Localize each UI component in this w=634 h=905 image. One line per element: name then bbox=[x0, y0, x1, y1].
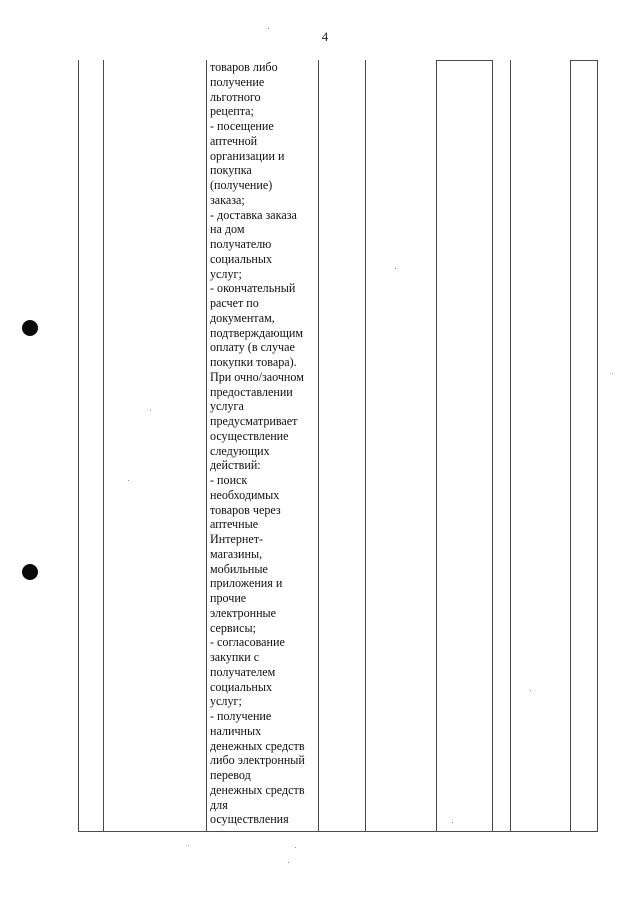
cell-text-line: услуга bbox=[210, 399, 244, 414]
cell-text-line: перевод bbox=[210, 768, 251, 782]
column-divider bbox=[436, 60, 437, 831]
cell-text-line: услуг; bbox=[210, 694, 242, 709]
cell-text-line: заказа; bbox=[210, 192, 245, 207]
cell-text-line: рецепта; bbox=[210, 104, 254, 119]
cell-top-border bbox=[436, 60, 493, 61]
cell-text-line: покупка bbox=[210, 163, 252, 178]
cell-text-line: услуг; bbox=[210, 266, 242, 281]
cell-text-line: для bbox=[210, 797, 228, 812]
cell-text-line: предусматривает bbox=[210, 414, 298, 428]
cell-text-line: денежных средств bbox=[210, 738, 305, 753]
cell-top-border bbox=[570, 60, 598, 61]
cell-text-line: получателем bbox=[210, 664, 276, 679]
cell-text-line: товаров либо bbox=[210, 60, 278, 74]
cell-text-line: организации и bbox=[210, 148, 285, 163]
scan-speck bbox=[295, 847, 296, 848]
cell-text-line: предоставлении bbox=[210, 384, 293, 399]
scan-speck bbox=[268, 28, 269, 29]
cell-text-line: - доставка заказа bbox=[210, 207, 297, 222]
cell-text-line: действий: bbox=[210, 458, 261, 473]
cell-text-line: социальных bbox=[210, 251, 273, 266]
cell-text-line: Интернет- bbox=[210, 532, 264, 546]
punch-hole bbox=[22, 320, 38, 336]
page-number: 4 bbox=[321, 29, 329, 44]
scan-speck bbox=[128, 480, 129, 481]
scan-speck bbox=[612, 373, 613, 374]
cell-text-line: сервисы; bbox=[210, 620, 256, 635]
cell-text-line: документам, bbox=[210, 310, 275, 325]
cell-text-line: товаров через bbox=[210, 502, 281, 517]
cell-text-line: мобильные bbox=[210, 561, 268, 576]
service-description-cell bbox=[210, 60, 320, 827]
column-divider bbox=[103, 60, 104, 831]
cell-text-line: наличных bbox=[210, 723, 262, 738]
cell-text-line: на дом bbox=[210, 222, 245, 237]
cell-text-line: электронные bbox=[210, 605, 277, 620]
cell-text-line: При очно/заочном bbox=[210, 369, 304, 384]
cell-text-line: оплату (в случае bbox=[210, 340, 295, 355]
table-border-left bbox=[78, 60, 79, 831]
cell-text-line: аптечной bbox=[210, 133, 258, 148]
scan-speck bbox=[530, 690, 531, 691]
cell-text-line: необходимых bbox=[210, 487, 280, 502]
cell-text-line: прочие bbox=[210, 591, 247, 605]
scan-speck bbox=[288, 862, 289, 863]
table-border-right bbox=[597, 60, 598, 831]
cell-text-line: - согласование bbox=[210, 635, 285, 650]
scan-speck bbox=[150, 410, 151, 411]
cell-text-line: либо электронный bbox=[210, 753, 305, 768]
cell-text-line: аптечные bbox=[210, 517, 259, 532]
table-border-bottom bbox=[78, 831, 598, 832]
cell-text-line: магазины, bbox=[210, 546, 263, 561]
cell-text-line: подтверждающим bbox=[210, 325, 304, 340]
cell-text-line: следующих bbox=[210, 443, 270, 458]
scan-speck bbox=[452, 822, 453, 823]
cell-text-line: приложения и bbox=[210, 576, 283, 591]
punch-hole bbox=[22, 564, 38, 580]
cell-text-line: осуществление bbox=[210, 428, 289, 443]
cell-text-line: осуществления bbox=[210, 812, 289, 827]
column-divider bbox=[365, 60, 366, 831]
cell-text-line: социальных bbox=[210, 679, 273, 694]
cell-text-line: - посещение bbox=[210, 119, 274, 133]
column-divider bbox=[570, 60, 571, 831]
cell-text-line: льготного bbox=[210, 89, 261, 104]
cell-text-line: закупки с bbox=[210, 650, 260, 664]
cell-text-line: - поиск bbox=[210, 473, 248, 487]
column-divider bbox=[492, 60, 493, 831]
cell-text-line: покупки товара). bbox=[210, 355, 297, 369]
cell-text-line: получателю bbox=[210, 237, 272, 251]
cell-text-line: (получение) bbox=[210, 178, 273, 192]
cell-text-line: - окончательный bbox=[210, 281, 296, 296]
cell-text-line: получение bbox=[210, 74, 265, 89]
scan-speck bbox=[188, 845, 189, 846]
cell-text-line: - получение bbox=[210, 709, 272, 723]
column-divider bbox=[510, 60, 511, 831]
column-divider bbox=[206, 60, 207, 831]
scan-speck bbox=[395, 268, 396, 269]
cell-text-line: денежных средств bbox=[210, 782, 305, 797]
cell-text-line: расчет по bbox=[210, 296, 259, 310]
